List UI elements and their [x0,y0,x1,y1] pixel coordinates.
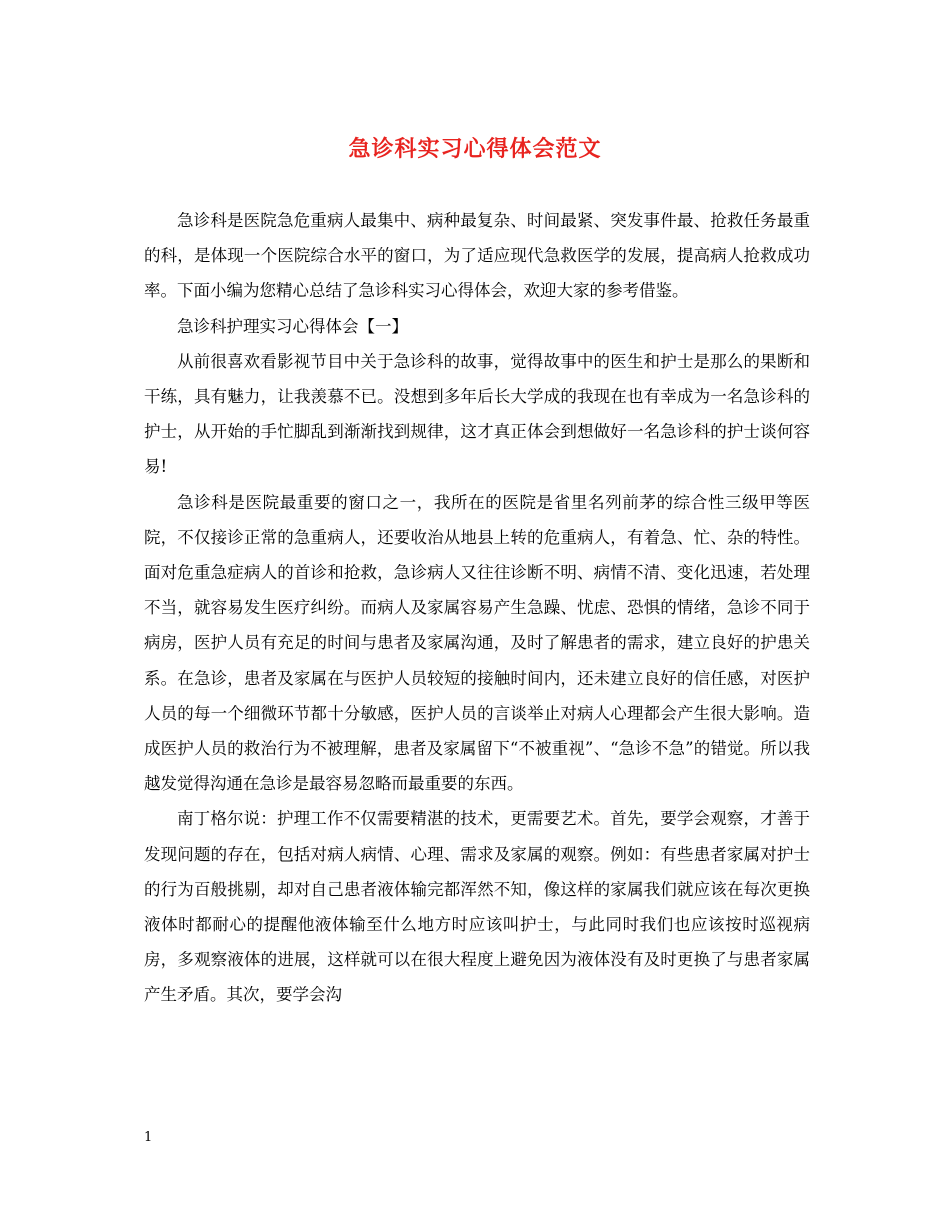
paragraph: 从前很喜欢看影视节目中关于急诊科的故事，觉得故事中的医生和护士是那么的果断和干练，具有魅力，让我羡慕不已。没想到多年后长大学成的我现在也有幸成为一名急诊科的护士，从开始的手忙脚乱到渐渐找到规律，这才真正体会到想做好一名急诊科的护士谈何容易! [144,351,810,477]
page-number: 1 [144,1130,153,1145]
document-body [144,203,810,1013]
document-title: 急诊科实习心得体会范文 [348,136,602,162]
section-heading: 急诊科护理实习心得体会【一】 [177,316,408,336]
paragraph: 急诊科是医院最重要的窗口之一，我所在的医院是省里名列前茅的综合性三级甲等医院，不仅接诊正常的急重病人，还要收治从地县上转的危重病人，有着急、忙、杂的特性。面对危重急症病人的首诊和抢救，急诊病人又往往诊断不明、病情不清、变化迅速，若处理不当，就容易发生医疗纠纷。而病人及家属容易产生急躁、忧虑、恐惧的情绪，急诊不同于病房，医护人员有充足的时间与患者及家属沟通，及时了解患者的需求，建立良好的护患关系。在急诊，患者及家属在与医护人员较短的接触时间内，还未建立良好的信任感，对医护人员的每一个细微环节都十分敏感，医护人员的言谈举止对病人心理都会产生很大影响。造成医护人员的救治行为不被理解，患者及家属留下“不被重视”、“急诊不急”的错觉。所以我越发觉得沟通在急诊是最容易忽略而最重要的东西。 [144,492,810,794]
paragraph-intro: 急诊科是医院急危重病人最集中、病种最复杂、时间最紧、突发事件最、抢救任务最重的科，是体现一个医院综合水平的窗口，为了适应现代急救医学的发展，提高病人抢救成功率。下面小编为您精心总结了急诊科实习心得体会，欢迎大家的参考借鉴。 [144,211,810,301]
paragraph: 南丁格尔说：护理工作不仅需要精湛的技术，更需要艺术。首先，要学会观察，才善于发现问题的存在，包括对病人病情、心理、需求及家属的观察。例如：有些患者家属对护士的行为百般挑剔，却对自己患者液体输完都浑然不知，像这样的家属我们就应该在每次更换液体时都耐心的提醒他液体输至什么地方时应该叫护士，与此同时我们也应该按时巡视病房，多观察液体的进展，这样就可以在很大程度上避免因为液体没有及时更换了与患者家属产生矛盾。其次，要学会沟 [144,809,810,1005]
